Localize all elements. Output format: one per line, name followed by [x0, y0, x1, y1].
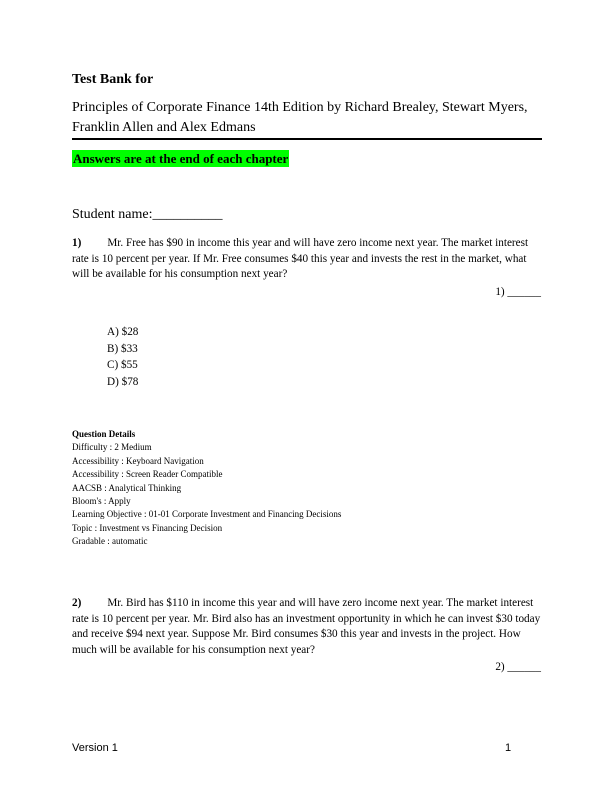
choice-b: B) $33: [107, 342, 138, 355]
question-text: Mr. Bird has $110 in income this year and will have zero income next year. The market interest rate is 10 percent per year. Mr. Bird also has an investment opportunity in which he can invest $30 today and receive $94 next year. Suppose Mr. Bird consumes $30 this year and invests in the project. How much will be available for his consumption next year?: [72, 597, 541, 656]
question-1: [72, 236, 542, 283]
details-heading: Question Details: [72, 429, 136, 439]
question-number: 1): [72, 237, 82, 249]
detail-blooms: Bloom's : Apply: [72, 496, 131, 507]
detail-gradable: Gradable : automatic: [72, 536, 148, 547]
footer-version: Version 1: [72, 742, 118, 754]
detail-accessibility-keyboard: Accessibility : Keyboard Navigation: [72, 455, 204, 466]
detail-learning-objective: Learning Objective : 01-01 Corporate Investment and Financing Decisions: [72, 509, 342, 520]
choice-a: A) $28: [107, 326, 139, 338]
question-2: [72, 596, 542, 658]
answer-blank-2: 2) ______: [495, 661, 541, 673]
document-title: Test Bank for: [72, 72, 154, 87]
detail-topic: Topic : Investment vs Financing Decision: [72, 522, 223, 533]
student-name-label: Student name:__________: [72, 207, 223, 222]
answer-blank-1: 1) ______: [495, 286, 541, 298]
question-text: Mr. Free has $90 in income this year and will have zero income next year. The market interest rate is 10 percent per year. If Mr. Free consumes $40 this year and invests the rest in the market, what will be available for his consumption next year?: [72, 237, 529, 281]
question-details-1: [72, 428, 341, 549]
detail-accessibility-screen-reader: Accessibility : Screen Reader Compatible: [72, 469, 223, 480]
question-number: 2): [72, 597, 82, 609]
choice-d: D) $78: [107, 375, 139, 388]
book-title: Principles of Corporate Finance 14th Edition by Richard Brealey, Stewart Myers, Franklin Allen and Alex Edmans: [72, 100, 528, 135]
detail-aacsb: AACSB : Analytical Thinking: [72, 482, 182, 493]
detail-difficulty: Difficulty : 2 Medium: [72, 442, 152, 453]
footer-page-number: 1: [505, 742, 512, 754]
answers-note-highlight: Answers are at the end of each chapter: [73, 151, 289, 166]
header-divider: [72, 138, 542, 140]
choice-c: C) $55: [107, 359, 138, 371]
choices-1: [107, 324, 138, 390]
